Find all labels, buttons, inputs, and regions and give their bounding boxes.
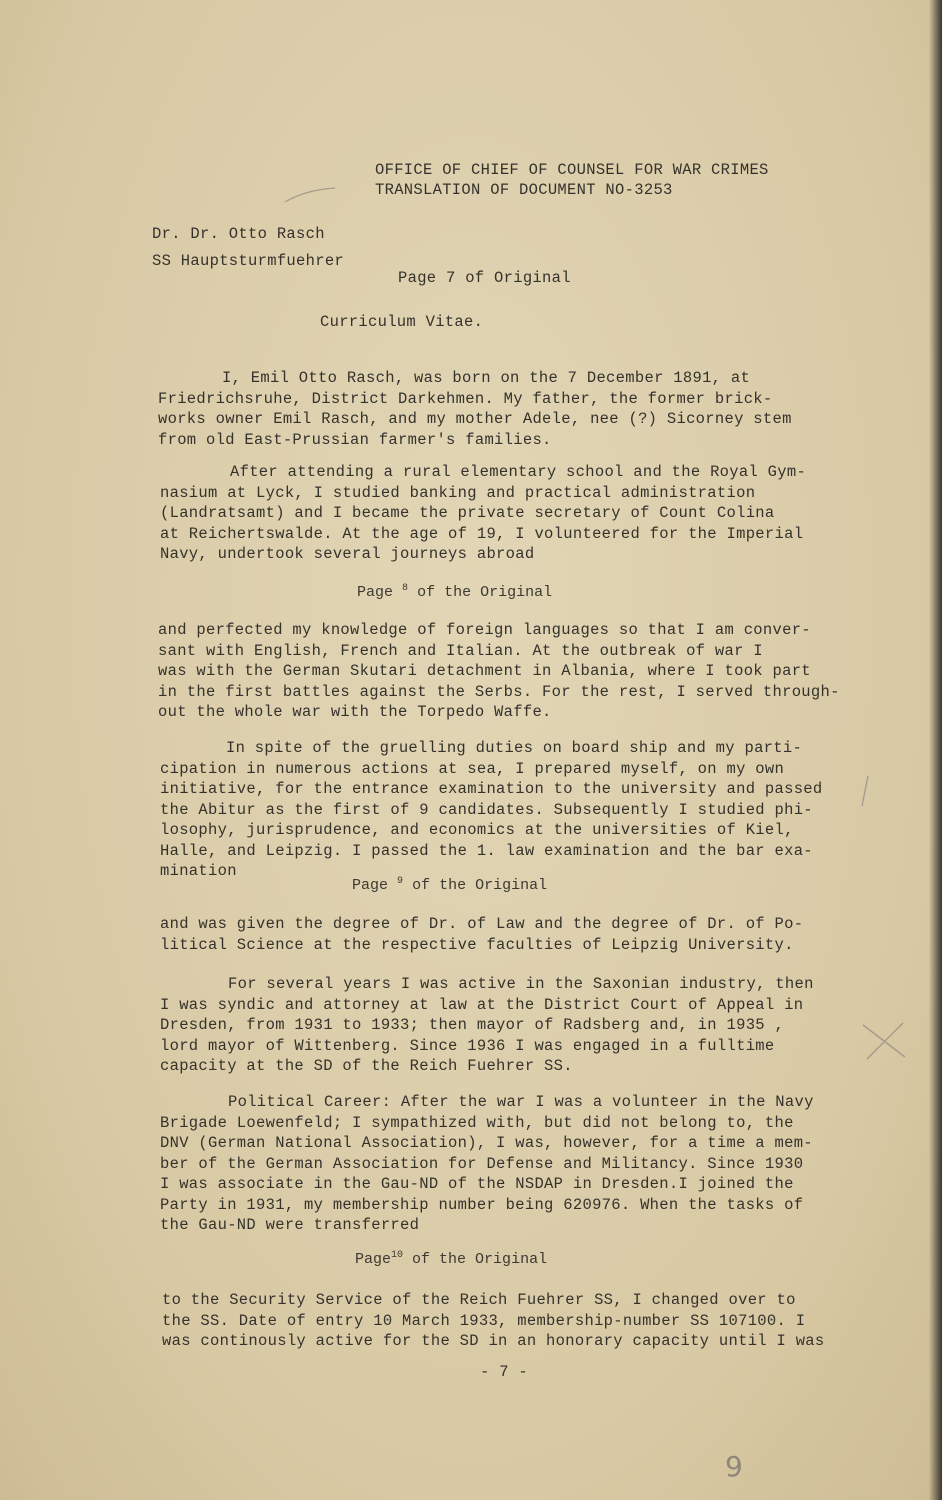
office-header: OFFICE OF CHIEF OF COUNSEL FOR WAR CRIMES: [375, 161, 769, 179]
page-marker-10: Page$^{10}$ of the Original: [355, 1250, 548, 1268]
paragraph-birth: I, Emil Otto Rasch, was born on the 7 December 1891, at Friedrichsruhe, District Darkehmen. My father, the former brick- works owner Emil Rasch, and my mother Adele, nee (?) Sicorney stem from old East-Prussian farmer's families.: [158, 369, 792, 449]
author-name: Dr. Dr. Otto Rasch: [152, 225, 325, 243]
paragraph-ss-membership: to the Security Service of the Reich Fuehrer SS, I changed over to the SS. Date of entry 10 March 1933, membership-number SS 107100. I was continously active for the SD in an honorary capacity until I was: [162, 1291, 825, 1350]
pencil-page-number: 9: [725, 1450, 743, 1483]
paragraph-education: After attending a rural elementary school and the Royal Gym- nasium at Lyck, I studied banking and practical administration (Landratsamt) and I became the private secretary of Count Colina at Reichertswalde. At the age of 19, I volunteered for the Imperial Navy, undertook several journeys abroad: [160, 463, 807, 563]
page-marker-7: Page 7 of Original: [398, 269, 571, 287]
paragraph-career: For several years I was active in the Saxonian industry, then I was syndic and attorney at law at the District Court of Appeal in Dresden, from 1931 to 1933; then mayor of Radsberg and, in 1935 , lord mayor of Wittenberg. Since 1936 I was engaged in a fulltime capacity at the SD of the Reich Fuehrer SS.: [160, 975, 814, 1075]
document-title: Curriculum Vitae.: [320, 313, 484, 331]
paragraph-degrees: and was given the degree of Dr. of Law and the degree of Dr. of Po- litical Science at the respective faculties of Leipzig University.: [160, 915, 804, 954]
author-rank: SS Hauptsturmfuehrer: [152, 252, 345, 270]
paragraph-languages: and perfected my knowledge of foreign languages so that I am conver- sant with English, French and Italian. At the outbreak of war I was with the German Skutari detachment in Albania, where I took part in the first battles against the Serbs. For the rest, I served through- out the whole war with the Torpedo Waffe.: [158, 621, 840, 721]
pencil-cross-mark: [855, 1015, 915, 1065]
page-marker-8: Page $^8$ of the Original: [357, 583, 553, 601]
pencil-curve-mark: [280, 182, 340, 212]
pencil-tick-mark: [856, 772, 876, 812]
page-marker-9: Page $^9$ of the Original: [352, 876, 548, 894]
translation-header: TRANSLATION OF DOCUMENT NO-3253: [375, 181, 673, 199]
paragraph-studies: In spite of the gruelling duties on board ship and my parti- cipation in numerous actions at sea, I prepared myself, on my own initiative, for the entrance examination to the university and passed the Abitur as the first of 9 candidates. Subsequently I studied phi- losophy, jurisprudence, and economics at the universities of Kiel, Halle, and Leipzig. I passed the 1. law examination and the bar exa- mination: [160, 739, 823, 880]
paragraph-political-career: Political Career: After the war I was a volunteer in the Navy Brigade Loewenfeld; I sympathized with, but did not belong to, the DNV (German National Association), I was, however, for a time a mem- ber of the German Association for Defense and Militancy. Since 1930 I was associate in the Gau-ND of the NSDAP in Dresden.I joined the Party in 1931, my membership number being 620976. When the tasks of the Gau-ND were transferred: [160, 1093, 814, 1234]
page-number: - 7 -: [480, 1363, 529, 1381]
